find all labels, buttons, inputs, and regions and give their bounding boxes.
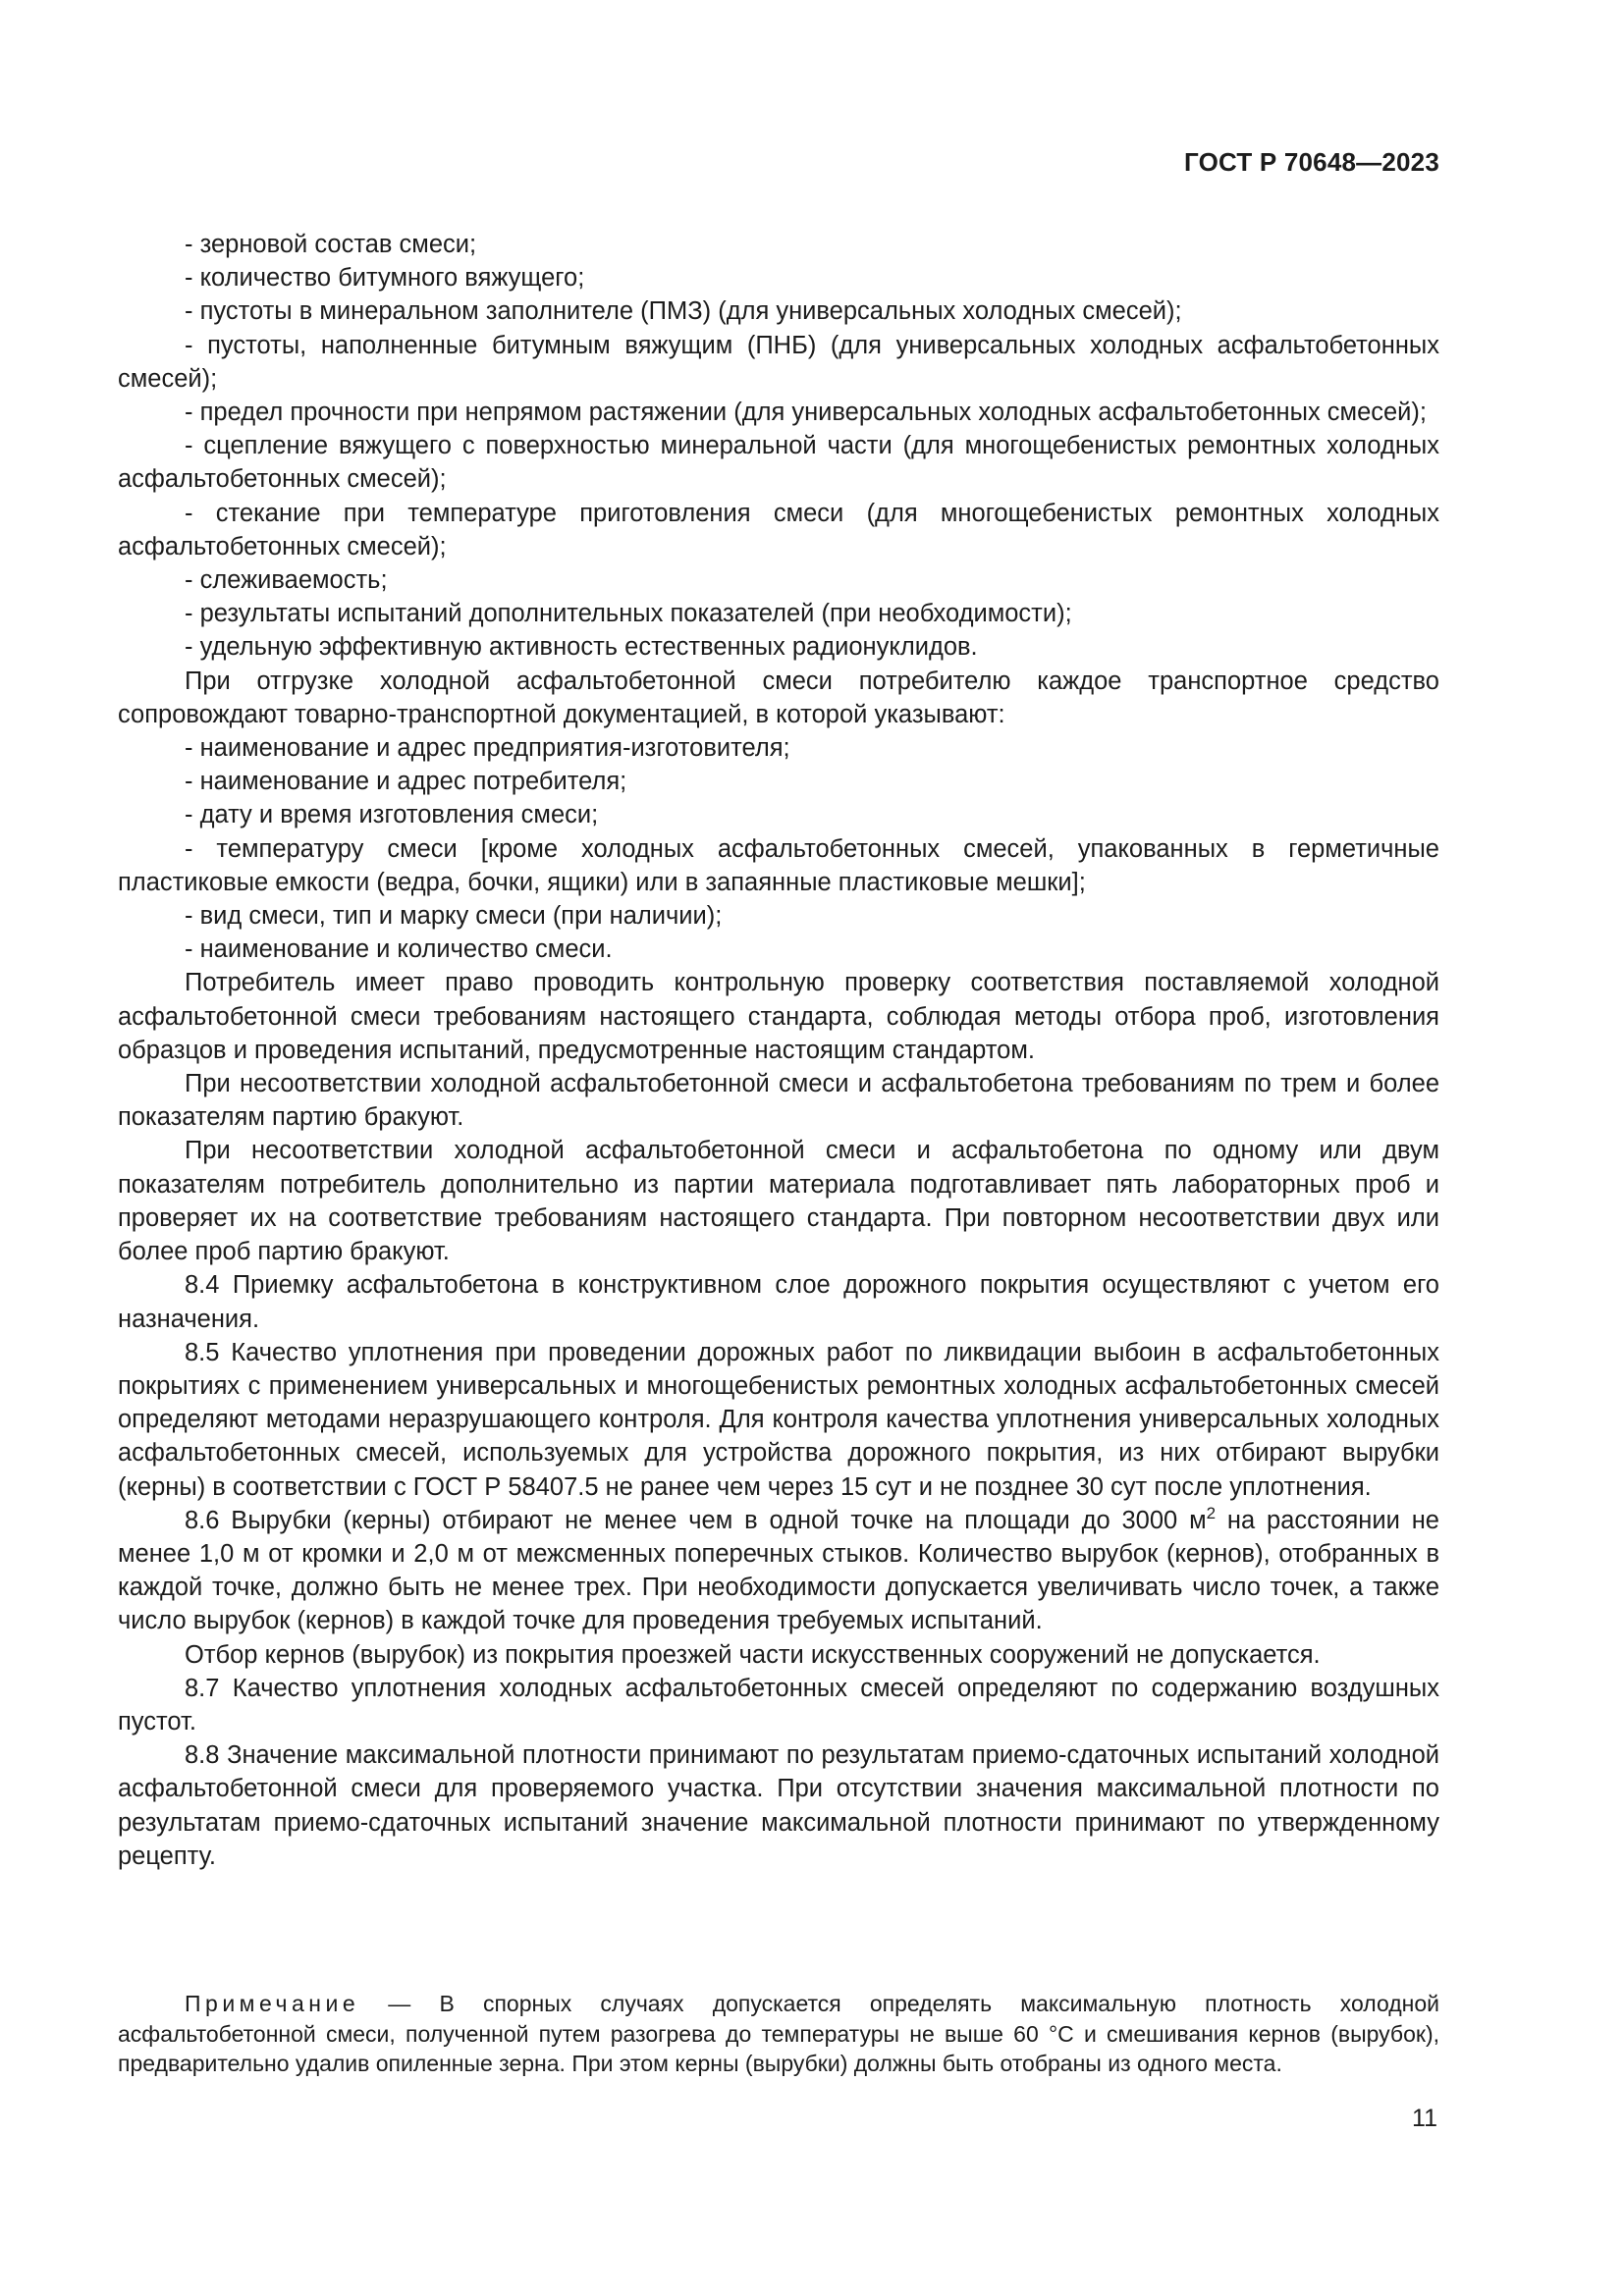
paragraph: 8.7 Качество уплотнения холодных асфальтобетонных смесей определяют по содержанию воздушных пустот. [118, 1674, 1439, 1735]
paragraph: - температуру смеси [кроме холодных асфальтобетонных смесей, упакованных в герметичные пластиковые емкости (ведра, бочки, ящики) или в запаянные пластиковые мешки]; [118, 834, 1439, 896]
paragraph: - вид смеси, тип и марку смеси (при наличии); [185, 902, 723, 931]
paragraph: - стекание при температуре приготовления смеси (для многощебенистых ремонтных холодных асфальтобетонных смесей); [118, 499, 1439, 561]
note-paragraph [118, 1989, 1439, 2079]
paragraph-8-6-text-cont: на расстоянии не менее 1,0 м от кромки и 2,0 м от межсменных поперечных стыков. Количество вырубок (кернов), отобранных в каждой точке, должно быть не менее трех. При необходимости допускается увеличивать число точек, а также число вырубок (кернов) в каждой точке для проведения требуемых испытаний. [118, 1506, 1439, 1635]
note-text: — В спорных случаях допускается определять максимальную плотность холодной асфальтобетонной смеси, полученной путем разогрева до температуры не выше 60 °С и смешивания кернов (вырубок), предварительно удалив опиленные зерна. При этом керны (вырубки) должны быть отобраны из одного места. [118, 1991, 1439, 2077]
paragraph: - сцепление вяжущего с поверхностью минеральной части (для многощебенистых ремонтных холодных асфальтобетонных смесей); [118, 432, 1439, 494]
paragraph: - количество битумного вяжущего; [185, 264, 585, 293]
standard-header: ГОСТ Р 70648—2023 [1184, 147, 1439, 177]
paragraph: При несоответствии холодной асфальтобетонной смеси и асфальтобетона по одному или двум показателям потребитель дополнительно из партии материала подготавливает пять лабораторных проб и проверяет их на соответствие требованиям настоящего стандарта. При повторном несоответствии двух или более проб партию бракуют. [118, 1137, 1439, 1266]
paragraph: - дату и время изготовления смеси; [185, 801, 599, 829]
paragraph: - удельную эффективную активность естественных радионуклидов. [185, 633, 978, 662]
paragraph: - слеживаемость; [185, 566, 388, 595]
note-block [118, 1989, 1439, 2079]
paragraph: Потребитель имеет право проводить контрольную проверку соответствия поставляемой холодной асфальтобетонной смеси требованиям настоящего стандарта, соблюдая методы отбора проб, изготовления образцов и проведения испытаний, предусмотренные настоящим стандартом. [118, 969, 1439, 1064]
paragraph: 8.5 Качество уплотнения при проведении дорожных работ по ликвидации выбоин в асфальтобетонных покрытиях с применением универсальных и многощебенистых ремонтных холодных асфальтобетонных смесей определяют методами неразрушающего контроля. Для контроля качества уплотнения универсальных холодных асфальтобетонных смесей, используемых для устройства дорожного покрытия, из них отбирают вырубки (керны) в соответствии с ГОСТ Р 58407.5 не ранее чем через 15 сут и не позднее 30 сут после уплотнения. [118, 1338, 1439, 1501]
paragraph: - результаты испытаний дополнительных показателей (при необходимости); [185, 600, 1072, 628]
paragraph: 8.8 Значение максимальной плотности принимают по результатам приемо-сдаточных испытаний холодной асфальтобетонной смеси для проверяемого участка. При отсутствии значения максимальной плотности по результатам приемо-сдаточных испытаний значение максимальной плотности принимают по утвержденному рецепту. [118, 1741, 1439, 1870]
paragraph: 8.4 Приемку асфальтобетона в конструктивном слое дорожного покрытия осуществляют с учетом его назначения. [118, 1271, 1439, 1333]
paragraph: - пустоты, наполненные битумным вяжущим (ПНБ) (для универсальных холодных асфальтобетонных смесей); [118, 331, 1439, 393]
note-label: Примечание [185, 1991, 360, 2016]
page-number: 11 [1412, 2105, 1437, 2132]
superscript: 2 [1206, 1503, 1217, 1522]
paragraph-8-6-text: 8.6 Вырубки (керны) отбирают не менее чем в одной точке на площади до 3000 м [185, 1506, 1207, 1534]
paragraph: - пустоты в минеральном заполнителе (ПМЗ) (для универсальных холодных смесей); [185, 297, 1182, 326]
paragraph: - предел прочности при непрямом растяжении (для универсальных холодных асфальтобетонных смесей); [185, 399, 1428, 427]
paragraph-8-6 [118, 1504, 1439, 1638]
body-text [118, 228, 1439, 1873]
paragraph: При отгрузке холодной асфальтобетонной смеси потребителю каждое транспортное средство сопровождают товарно-транспортной документацией, в которой указывают: [118, 667, 1439, 728]
paragraph: - наименование и количество смеси. [185, 935, 613, 964]
paragraph: - наименование и адрес потребителя; [185, 768, 627, 796]
paragraph: Отбор кернов (вырубок) из покрытия проезжей части искусственных сооружений не допускается. [185, 1640, 1321, 1669]
paragraph: При несоответствии холодной асфальтобетонной смеси и асфальтобетона требованиям по трем и более показателям партию бракуют. [118, 1070, 1439, 1132]
paragraph: - зерновой состав смеси; [185, 231, 477, 258]
paragraph: - наименование и адрес предприятия-изготовителя; [185, 734, 790, 763]
